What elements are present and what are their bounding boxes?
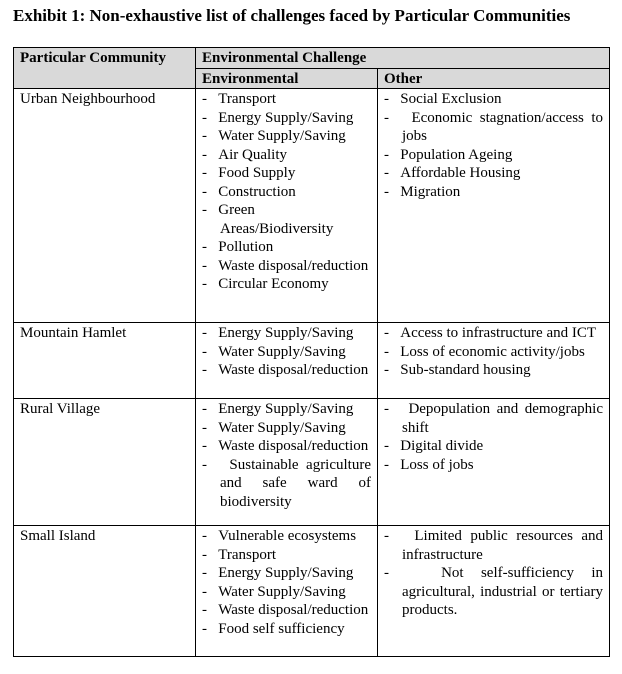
list-item: - Waste disposal/reduction bbox=[202, 602, 369, 618]
list-item: - Energy Supply/Saving bbox=[202, 325, 354, 341]
table-row-small-island bbox=[14, 526, 610, 657]
list-item: - Population Ageing bbox=[384, 146, 513, 163]
environmental-cell bbox=[196, 89, 378, 323]
other-list bbox=[384, 324, 603, 380]
environmental-list bbox=[202, 90, 371, 294]
table-row-rural-village bbox=[14, 399, 610, 526]
list-item: - Depopulation and demographic shift bbox=[384, 401, 604, 436]
list-item: - Sustainable agriculture and safe ward of biodiversity bbox=[202, 456, 371, 510]
other-cell bbox=[378, 526, 610, 657]
table-row-mountain-hamlet bbox=[14, 323, 610, 399]
list-item: - Not self-sufficiency in agricultural, industrial or tertiary products. bbox=[384, 565, 604, 618]
list-item: - Loss of jobs bbox=[384, 456, 474, 473]
community-cell: Rural Village bbox=[14, 399, 196, 526]
list-item: - Water Supply/Saving bbox=[202, 128, 346, 144]
other-cell bbox=[378, 399, 610, 526]
list-item: - Social Exclusion bbox=[384, 91, 502, 107]
list-item: - Water Supply/Saving bbox=[202, 419, 346, 436]
list-item: - Access to infrastructure and ICT bbox=[384, 325, 597, 341]
environmental-cell bbox=[196, 399, 378, 526]
list-item: - Waste disposal/reduction bbox=[202, 438, 369, 454]
list-item: - Vulnerable ecosystems bbox=[202, 528, 357, 544]
environmental-cell bbox=[196, 323, 378, 399]
list-item: - Green Areas/Biodiversity bbox=[202, 202, 334, 237]
exhibit-title: Exhibit 1: Non-exhaustive list of challenges faced by Particular Communities bbox=[13, 6, 571, 25]
list-item: - Transport bbox=[202, 91, 277, 107]
list-item: - Water Supply/Saving bbox=[202, 583, 346, 600]
other-list bbox=[384, 527, 603, 620]
other-list bbox=[384, 90, 603, 201]
environmental-cell bbox=[196, 526, 378, 657]
table-row-urban-neighbourhood bbox=[14, 89, 610, 323]
list-item: - Limited public resources and infrastructure bbox=[384, 528, 604, 563]
list-item: - Air Quality bbox=[202, 146, 287, 163]
list-item: - Energy Supply/Saving bbox=[202, 565, 354, 581]
list-item: - Digital divide bbox=[384, 438, 484, 454]
environmental-list bbox=[202, 400, 371, 511]
list-item: - Construction bbox=[202, 183, 296, 200]
other-list bbox=[384, 400, 603, 474]
list-item: - Economic stagnation/access to jobs bbox=[384, 109, 604, 144]
other-cell bbox=[378, 89, 610, 323]
header-environmental-challenge: Environmental Challenge bbox=[196, 48, 610, 69]
list-item: - Water Supply/Saving bbox=[202, 343, 346, 360]
list-item: - Transport bbox=[202, 546, 277, 563]
community-cell: Mountain Hamlet bbox=[14, 323, 196, 399]
challenges-table bbox=[13, 47, 610, 657]
list-item: - Loss of economic activity/jobs bbox=[384, 343, 585, 360]
other-cell bbox=[378, 323, 610, 399]
community-cell: Small Island bbox=[14, 526, 196, 657]
list-item: - Pollution bbox=[202, 239, 274, 255]
list-item: - Waste disposal/reduction bbox=[202, 362, 369, 378]
environmental-list bbox=[202, 527, 371, 638]
list-item: - Energy Supply/Saving bbox=[202, 401, 354, 417]
list-item: - Waste disposal/reduction bbox=[202, 257, 369, 274]
header-particular-community: Particular Community bbox=[14, 48, 196, 89]
environmental-list bbox=[202, 324, 371, 380]
list-item: - Migration bbox=[384, 183, 461, 200]
list-item: - Food self sufficiency bbox=[202, 620, 345, 637]
list-item: - Food Supply bbox=[202, 165, 296, 181]
list-item: - Sub-standard housing bbox=[384, 362, 531, 378]
header-environmental: Environmental bbox=[196, 68, 378, 89]
header-other: Other bbox=[378, 68, 610, 89]
list-item: - Affordable Housing bbox=[384, 165, 521, 181]
community-cell: Urban Neighbourhood bbox=[14, 89, 196, 323]
list-item: - Circular Economy bbox=[202, 276, 329, 292]
list-item: - Energy Supply/Saving bbox=[202, 109, 354, 126]
